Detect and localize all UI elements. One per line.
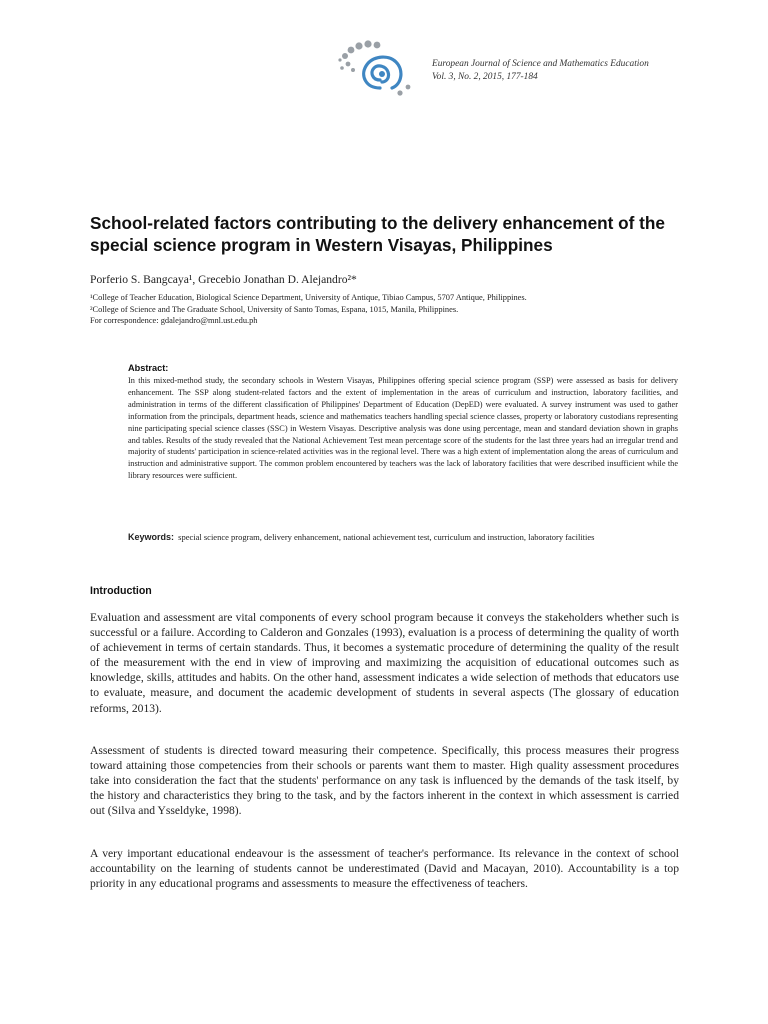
keywords-text: special science program, delivery enhancement, national achievement test, curriculum and instruction, laboratory facilities — [178, 532, 595, 542]
paper-title: School-related factors contributing to the delivery enhancement of the special science program in Western Visayas, Philippines — [90, 213, 665, 255]
keywords-label: Keywords: — [128, 532, 175, 542]
affiliation-2: ²College of Science and The Graduate School, University of Santo Tomas, Espana, 1015, Manila, Philippines. — [90, 304, 459, 314]
affiliation-1: ¹College of Teacher Education, Biological Science Department, University of Antique, Tibiao Campus, 5707 Antique, Philippines. — [90, 293, 527, 302]
keywords — [128, 532, 688, 544]
spiral-shell-logo-icon — [336, 40, 418, 100]
journal-info — [432, 58, 732, 84]
correspondence: For correspondence: gdalejandro@mnl.ust.edu.ph — [90, 316, 258, 326]
intro-paragraph-3: A very important educational endeavour is the assessment of teacher's performance. Its relevance in the context of school accountability on the learning of students cannot be underestimated (David and Macayan, 2010). Accountability is a top priority in any educational programs and assessments to measure the effectiveness of teachers. — [90, 847, 679, 891]
journal-logo — [336, 40, 418, 100]
introduction-heading: Introduction — [90, 585, 152, 597]
abstract-heading: Abstract: — [128, 363, 169, 373]
abstract-body: In this mixed-method study, the secondary schools in Western Visayas, Philippines offering special science program (SSP) were assessed as basis for delivery enhancement. The SSP along student-related factors and the extent of implementation in the areas of curriculum and instruction, laboratory facilities, and administration in terms of the different classification of Philippines' Department of Education (DepED) were evaluated. A survey instrument was used to gather information from the principals, department heads, science and mathematics teachers handling special science classes, property or laboratory custodians representing nine participating special science classes (SSC) in Western Visayas. Descriptive analysis was done using percentage, mean and standard deviation shown in graphs and tables. Results of the study revealed that the National Achievement Test mean percentage score of the students for the last three years had an irregular trend and majority of students' participation in science-related activities was in the regional level. There was a high extent of implementation along the areas of curriculum and instruction and administrative support. The common problem encountered by teachers was the lack of laboratory facilities that were described insufficient while the library resources were sufficient. — [128, 376, 678, 481]
intro-paragraph-2: Assessment of students is directed toward measuring their competence. Specifically, this process measures their progress toward attaining those competencies from their schools or parents want them to master. High quality assessment procedures take into consideration the fact that the students' performance on any task is influenced by the demands of the task itself, by the history and characteristics they bring to the task, and by the factors inherent in the context in which assessment is carried out (Silva and Ysseldyke, 1998). — [90, 744, 679, 818]
volume-info: Vol. 3, No. 2, 2015, 177-184 — [432, 72, 538, 82]
journal-name: European Journal of Science and Mathematics Education — [432, 59, 649, 69]
intro-paragraph-1: Evaluation and assessment are vital components of every school program because it conveys the stakeholders whether such is successful or a failure. According to Calderon and Gonzales (1993), evaluation is a process of determining the quality of worth of achievement in terms of certain standards. Thus, it becomes a systematic procedure of determining the quality of the result of the measurement with the end in view of improving and maximizing the acquisition of educational outcomes such as knowledge, skills, attitudes and habits. On the other hand, assessment indicates a wide selection of methods that educators use to evaluate, measure, and document the academic development of students in several aspects (The glossary of education reforms, 2013). — [90, 611, 679, 715]
affiliations — [90, 292, 690, 327]
author-list: Porferio S. Bangcaya¹, Grecebio Jonathan D. Alejandro²* — [90, 273, 357, 286]
